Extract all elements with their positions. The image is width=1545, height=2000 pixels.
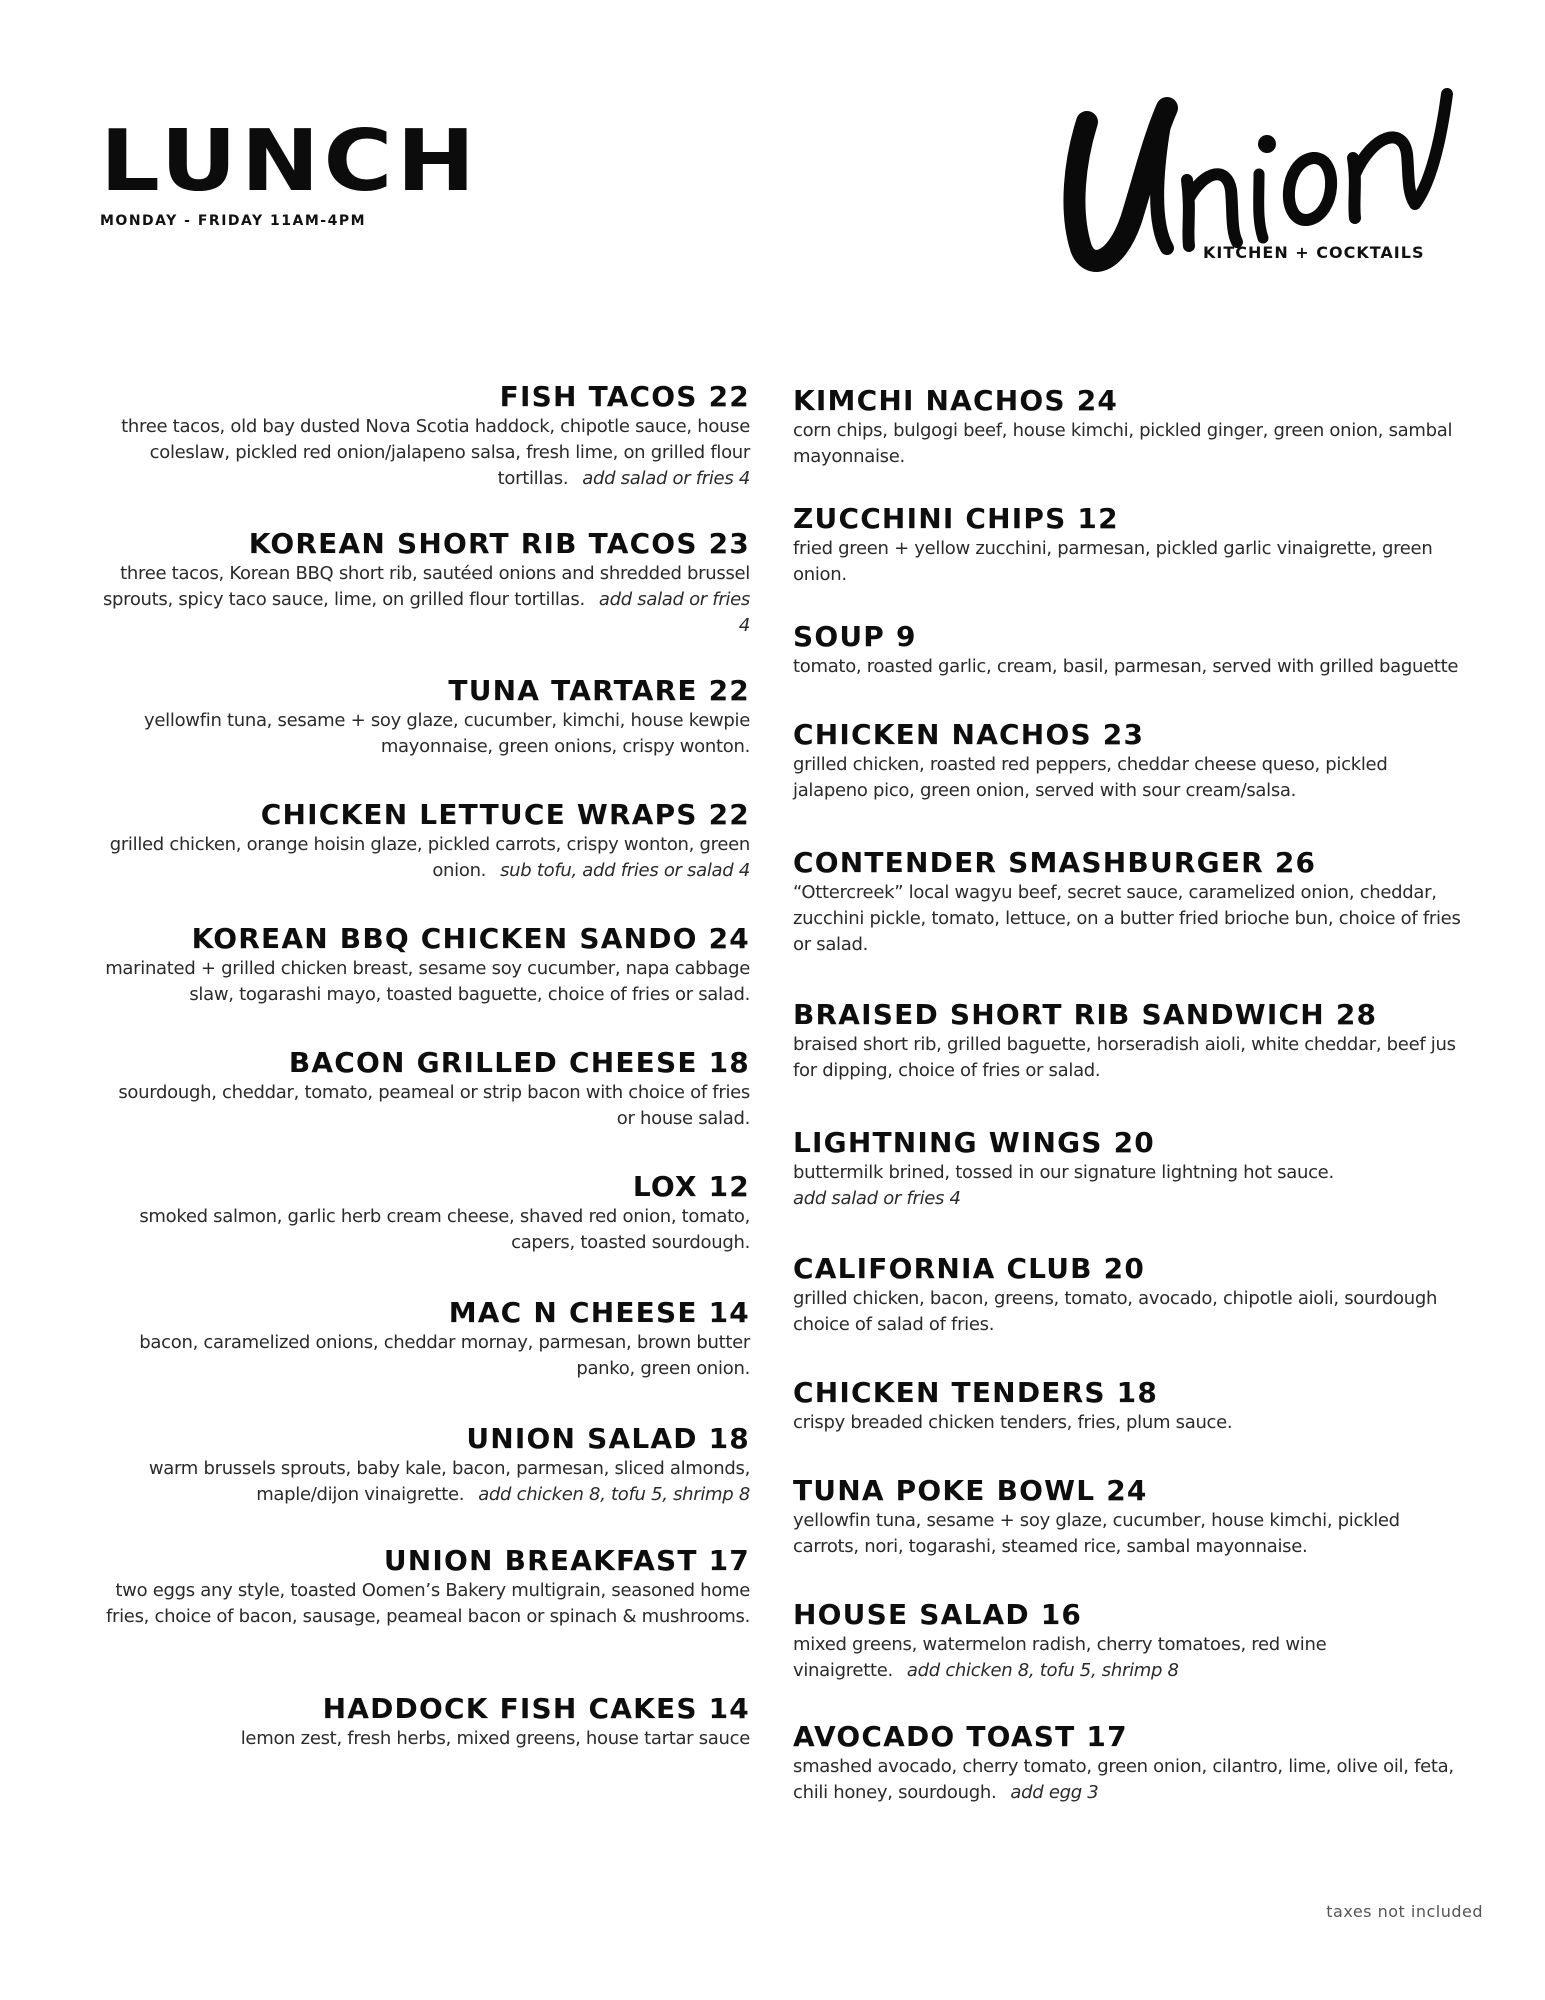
item-name: UNION BREAKFAST 17 [383, 1544, 750, 1577]
item-name: CHICKEN NACHOS 23 [793, 718, 1145, 751]
item-name: ZUCCHINI CHIPS 12 [793, 502, 1119, 535]
item-desc: yellowfin tuna, sesame + soy glaze, cucumber, house kimchi, pickled carrots, nori, togarashi, steamed rice, sambal mayonnaise. [793, 1510, 1400, 1557]
menu-item [98, 674, 750, 760]
item-desc: smoked salmon, garlic herb cream cheese, shaved red onion, tomato, capers, toasted sourdough. [139, 1206, 750, 1253]
item-desc: lemon zest, fresh herbs, mixed greens, house tartar sauce [240, 1728, 750, 1749]
menu-item [98, 798, 750, 884]
menu-item [793, 384, 1463, 470]
item-addon: add salad or fries 4 [598, 589, 750, 636]
item-desc: buttermilk brined, tossed in our signature lightning hot sauce. add salad or fries 4 [793, 1160, 1463, 1212]
menu-item [793, 1252, 1463, 1338]
item-desc: corn chips, bulgogi beef, house kimchi, pickled ginger, green onion, sambal mayonnaise. [793, 420, 1453, 467]
item-desc: grilled chicken, bacon, greens, tomato, avocado, chipotle aioli, sourdough choice of salad of fries. [793, 1288, 1438, 1335]
menu-item [793, 1376, 1463, 1436]
item-addon: sub tofu, add fries or salad 4 [500, 860, 750, 881]
item-desc: yellowfin tuna, sesame + soy glaze, cucumber, kimchi, house kewpie mayonnaise, green onions, crispy wonton. [144, 710, 750, 757]
item-name: MAC N CHEESE 14 [448, 1296, 750, 1329]
item-name: FISH TACOS 22 [499, 380, 750, 413]
item-desc: crispy breaded chicken tenders, fries, plum sauce. [793, 1412, 1233, 1433]
menu-item [98, 1544, 750, 1630]
menu-item [793, 998, 1463, 1084]
item-name: BRAISED SHORT RIB SANDWICH 28 [793, 998, 1378, 1031]
item-desc: marinated + grilled chicken breast, sesame soy cucumber, napa cabbage slaw, togarashi mayo, toasted baguette, choice of fries or salad. [105, 958, 750, 1005]
item-desc: sourdough, cheddar, tomato, peameal or strip bacon with choice of fries or house salad. [118, 1082, 750, 1129]
item-name: CHICKEN TENDERS 18 [793, 1376, 1159, 1409]
item-addon: add salad or fries 4 [793, 1188, 961, 1209]
page-title: LUNCH [100, 112, 480, 211]
item-desc: tomato, roasted garlic, cream, basil, parmesan, served with grilled baguette [793, 656, 1459, 677]
item-desc: bacon, caramelized onions, cheddar mornay, parmesan, brown butter panko, green onion. [139, 1332, 750, 1379]
menu-item [98, 1046, 750, 1132]
menu-item [793, 620, 1463, 680]
item-name: UNION SALAD 18 [466, 1422, 750, 1455]
menu-item [98, 1296, 750, 1382]
item-name: HOUSE SALAD 16 [793, 1598, 1083, 1631]
union-logo [1055, 70, 1465, 290]
item-name: LIGHTNING WINGS 20 [793, 1126, 1155, 1159]
item-desc: fried green + yellow zucchini, parmesan, pickled garlic vinaigrette, green onion. [793, 538, 1433, 585]
item-desc: grilled chicken, orange hoisin glaze, pickled carrots, crispy wonton, green onion. sub tofu, add fries or salad 4 [109, 834, 750, 881]
item-name: AVOCADO TOAST 17 [793, 1720, 1128, 1753]
menu-item [98, 380, 750, 492]
item-desc: smashed avocado, cherry tomato, green onion, cilantro, lime, olive oil, feta, chili honey, sourdough. add egg 3 [793, 1756, 1454, 1803]
menu-item [793, 1126, 1463, 1212]
item-addon: add chicken 8, tofu 5, shrimp 8 [906, 1660, 1179, 1681]
item-addon: add salad or fries 4 [582, 468, 750, 489]
item-name: KOREAN BBQ CHICKEN SANDO 24 [191, 922, 750, 955]
menu-item [98, 1692, 750, 1752]
menu-item [793, 1720, 1463, 1806]
menu-item [793, 502, 1463, 588]
menu-item [98, 527, 750, 639]
item-name: HADDOCK FISH CAKES 14 [322, 1692, 750, 1725]
item-name: KOREAN SHORT RIB TACOS 23 [248, 527, 750, 560]
menu-item [98, 1170, 750, 1256]
item-name: BACON GRILLED CHEESE 18 [288, 1046, 750, 1079]
item-desc: grilled chicken, roasted red peppers, cheddar cheese queso, pickled jalapeno pico, green onion, served with sour cream/salsa. [793, 754, 1388, 801]
hours-subtitle: MONDAY - FRIDAY 11AM-4PM [100, 213, 367, 229]
item-addon: add chicken 8, tofu 5, shrimp 8 [478, 1484, 750, 1505]
item-desc: three tacos, old bay dusted Nova Scotia haddock, chipotle sauce, house coleslaw, pickled red onion/jalapeno salsa, fresh lime, on grilled flour tortillas. add salad or fries 4 [121, 416, 750, 489]
item-name: CONTENDER SMASHBURGER 26 [793, 846, 1317, 879]
item-name: LOX 12 [632, 1170, 750, 1203]
menu-item [98, 1422, 750, 1508]
item-desc: mixed greens, watermelon radish, cherry tomatoes, red wine vinaigrette. add chicken 8, tofu 5, shrimp 8 [793, 1634, 1327, 1681]
item-name: SOUP 9 [793, 620, 917, 653]
logo-subtitle: KITCHEN + COCKTAILS [1203, 243, 1425, 262]
item-addon: add egg 3 [1010, 1782, 1099, 1803]
item-desc: warm brussels sprouts, baby kale, bacon, parmesan, sliced almonds, maple/dijon vinaigrette. add chicken 8, tofu 5, shrimp 8 [148, 1458, 750, 1505]
menu-item [793, 718, 1463, 804]
item-desc: two eggs any style, toasted Oomen’s Bakery multigrain, seasoned home fries, choice of bacon, sausage, peameal bacon or spinach & mushrooms. [105, 1580, 750, 1627]
taxes-note: taxes not included [1326, 1902, 1483, 1921]
menu-item [793, 1474, 1463, 1560]
menu-item [793, 846, 1463, 958]
item-name: CHICKEN LETTUCE WRAPS 22 [260, 798, 750, 831]
item-name: KIMCHI NACHOS 24 [793, 384, 1119, 417]
item-name: TUNA TARTARE 22 [448, 674, 750, 707]
item-desc: “Ottercreek” local wagyu beef, secret sauce, caramelized onion, cheddar, zucchini pickle, tomato, lettuce, on a butter fried brioche bun, choice of fries or salad. [793, 882, 1461, 955]
menu-item [98, 922, 750, 1008]
item-name: CALIFORNIA CLUB 20 [793, 1252, 1146, 1285]
item-desc: braised short rib, grilled baguette, horseradish aioli, white cheddar, beef jus for dipping, choice of fries or salad. [793, 1034, 1456, 1081]
item-desc: three tacos, Korean BBQ short rib, sautéed onions and shredded brussel sprouts, spicy taco sauce, lime, on grilled flour tortillas. add salad or fries 4 [102, 563, 750, 636]
menu-item [793, 1598, 1463, 1684]
item-name: TUNA POKE BOWL 24 [793, 1474, 1148, 1507]
